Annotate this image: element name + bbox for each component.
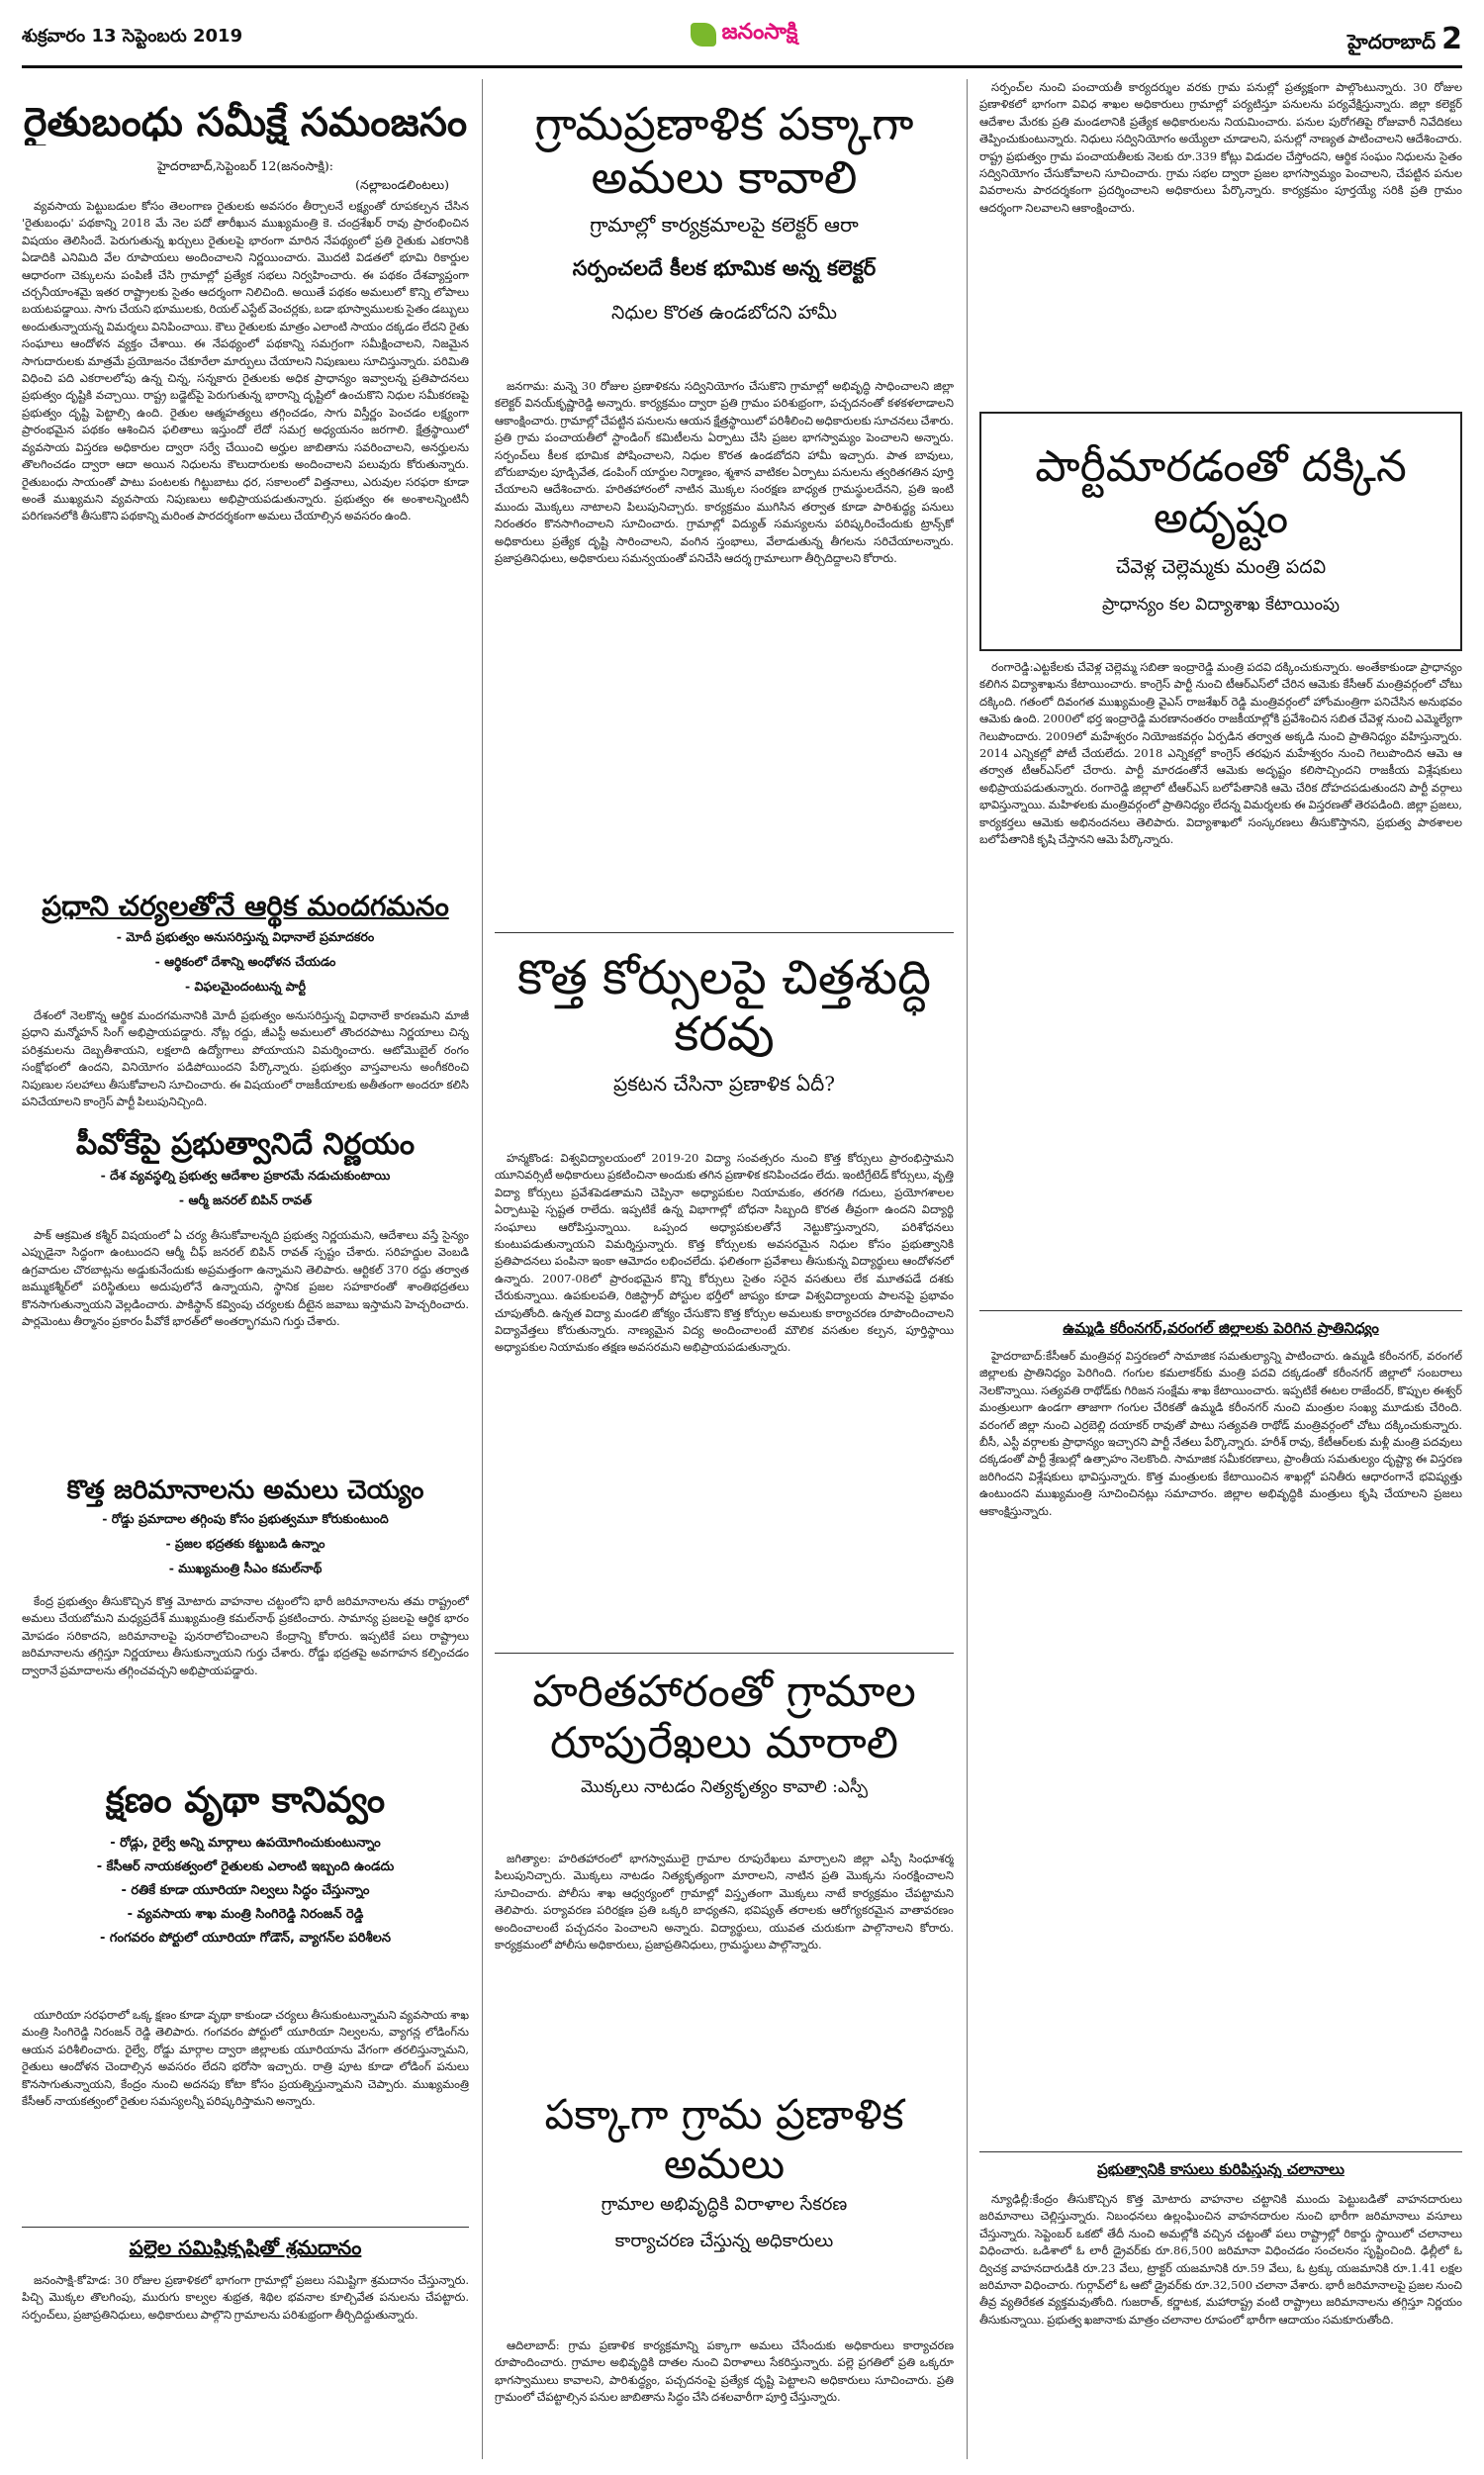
article-paragraph: జనగామ: మన్నె 30 రోజుల ప్రణాళికను సద్వినియోగం చేసుకొని గ్రామాల్లో అభివృద్ధి సాధించాలని జిల్లా కలెక్టర్ వినయ్‌కృష్ణారెడ్డి అన్నారు. కార్యక్రమం ద్వారా ప్రతి గ్రామం పరిశుభ్రంగా, పచ్చదనంతో కళకళలాడాలని ఆకాంక్షించారు. గ్రామాల్లో చేపట్టిన పనులను ఆయన క్షేత్రస్థాయిలో పరిశీలించి అధికారులకు సూచనలు చేశారు. ప్రతి గ్రామ పంచాయతీలో స్టాండింగ్ కమిటీలను ఏర్పాటు చేసి ప్రజల భాగస్వామ్యం పెంచాలని అన్నారు. సర్పంచ్‌లు కీలక భూమిక పోషించాలని, నిధుల కొరత ఉండబోదని హామీ ఇచ్చారు. పాత బావులు, బోరుబావుల పూడ్చివేత, డంపింగ్ యార్డుల నిర్మాణం, శ్మశాన వాటికల ఏర్పాటు పనులను త్వరితగతిన పూర్తి చేయాలని ఆదేశించారు. హరితహారంలో నాటిన మొక్కల సంరక్షణ బాధ్యత గ్రామస్థులదేనని, ప్రతి ఇంటి ముందు మొక్కలు నాటాలని పిలుపునిచ్చారు. కార్యక్రమం ముగిసిన తర్వాత కూడా పారిశుద్ధ్య పనులు నిరంతరం కొనసాగించాలని సూచించారు. గ్రామాల్లో విద్యుత్ సమస్యలను పరిష్కరించేందుకు ట్రాన్స్‌కో అధికారులు ప్రత్యేక దృష్టి సారించాలని, వంగిన స్తంభాలు, వేలాడుతున్న తీగలను సరిచేయాలన్నారు. ప్రజాప్రతినిధులు, అధికారులు సమన్వయంతో పనిచేసి ఆదర్శ గ్రామాలుగా తీర్చిదిద్దాలని కోరారు. (495, 379, 954, 566)
article-paragraph: యూరియా సరఫరాలో ఒక్క క్షణం కూడా వృథా కాకుండా చర్యలు తీసుకుంటున్నామని వ్యవసాయ శాఖ మంత్రి సింగిరెడ్డి నిరంజన్ రెడ్డి తెలిపారు. గంగవరం పోర్టులో యూరియా నిల్వలను, వ్యాగన్ల లోడింగ్‌ను ఆయన పరిశీలించారు. రైల్వే, రోడ్డు మార్గాల ద్వారా జిల్లాలకు యూరియాను వేగంగా తరలిస్తున్నామని, రైతులు ఆందోళన చెందాల్సిన అవసరం లేదని భరోసా ఇచ్చారు. రాత్రి పూట కూడా లోడింగ్ పనులు కొనసాగుతున్నాయని, కేంద్రం నుంచి అదనపు కోటా కోసం ప్రయత్నిస్తున్నామని చెప్పారు. ముఖ్యమంత్రి కేసీఆర్ నాయకత్వంలో రైతుల సమస్యలన్నీ పరిష్కరిస్తామని అన్నారు. (22, 2008, 469, 2109)
column-divider (967, 79, 968, 2459)
article-body (22, 1227, 469, 1471)
section-divider (495, 932, 954, 933)
article-haritha-haram[interactable] (495, 1666, 954, 1801)
article-district-representation[interactable] (979, 1320, 1462, 1337)
article-village-plan[interactable] (495, 97, 954, 329)
article-subheading: మొక్కలు నాటడం నిత్యకృత్యం కావాలి :ఎస్పీ (580, 1776, 869, 1797)
article-headline: కొత్త కోర్సులపై చిత్తశుద్ధి కరవు (516, 950, 932, 1062)
article-body (495, 1851, 954, 2080)
article-body (495, 1150, 954, 1643)
bullet-line: - రతికే కూడా యూరియా నిల్వలు సిద్ధం చేస్తున్నాం (121, 1883, 370, 1899)
article-subheading: సర్పంచలదే కీలక భూమిక అన్న కలెక్టర్ (572, 254, 877, 280)
article-paragraph: హైదరాబాద్:కేసీఆర్ మంత్రివర్గ విస్తరణలో సామాజిక సమతుల్యాన్ని పాటించారు. ఉమ్మడి కరీంనగర్, వరంగల్ జిల్లాలకు ప్రాతినిధ్యం పెరిగింది. గంగుల కమలాకర్‌కు మంత్రి పదవి దక్కడంతో కరీంనగర్ జిల్లాలో సంబరాలు నెలకొన్నాయి. సత్యవతి రాథోడ్‌కు గిరిజన సంక్షేమ శాఖ కేటాయించారు. ఇప్పటికే ఈటల రాజేందర్, కొప్పుల ఈశ్వర్ మంత్రులుగా ఉండగా తాజాగా గంగుల చేరికతో ఉమ్మడి కరీంనగర్ నుంచి మంత్రుల సంఖ్య మూడుకు చేరింది. వరంగల్ జిల్లా నుంచి ఎర్రబెల్లి దయాకర్ రావుతో పాటు సత్యవతి రాథోడ్ మంత్రివర్గంలో చోటు దక్కించుకున్నారు. బీసీ, ఎస్టీ వర్గాలకు ప్రాధాన్యం ఇచ్చారని పార్టీ నేతలు పేర్కొన్నారు. హరీశ్ రావు, కేటీఆర్‌లకు మళ్లీ మంత్రి పదవులు దక్కడంతో పార్టీ శ్రేణుల్లో ఉత్సాహం నెలకొంది. సామాజిక సమీకరణాలు, ప్రాంతీయ సమతుల్యం దృష్ట్యా ఈ విస్తరణ జరిగిందని విశ్లేషకులు భావిస్తున్నారు. కొత్త మంత్రులకు కేటాయించిన శాఖల్లో పనితీరు ఆధారంగానే భవిష్యత్తు ఉంటుందని ముఖ్యమంత్రి సూచించినట్లు సమాచారం. జిల్లాల అభివృద్ధికి మంత్రులు కృషి చేయాలని ప్రజలు ఆకాంక్షిస్తున్నారు. (979, 1349, 1462, 1518)
article-body (22, 2272, 469, 2456)
section-divider (495, 1653, 954, 1654)
article-paragraph: ఆదిలాబాద్: గ్రామ ప్రణాళిక కార్యక్రమాన్ని పక్కాగా అమలు చేసేందుకు అధికారులు కార్యాచరణ రూపొందించారు. గ్రామాల అభివృద్ధికి దాతల నుంచి విరాళాలు సేకరిస్తున్నారు. పల్లె ప్రగతిలో ప్రతి ఒక్కరూ భాగస్వాములు కావాలని, పారిశుద్ధ్యం, పచ్చదనంపై ప్రత్యేక దృష్టి పెట్టాలని అధికారులు సూచించారు. ప్రతి గ్రామంలో చేపట్టాల్సిన పనుల జాబితాను సిద్ధం చేసి దశలవారీగా పూర్తి చేస్తున్నారు. (495, 2338, 954, 2405)
article-bullets (22, 1168, 469, 1211)
article-body (979, 1348, 1462, 2142)
bullet-line: - వ్యవసాయ శాఖ మంత్రి సింగిరెడ్డి నిరంజన్ రెడ్డి (127, 1907, 364, 1923)
article-continuation (979, 79, 1462, 398)
bullet-line: - దేశ వ్యవస్థల్ని ప్రభుత్వ ఆదేశాల ప్రకారమే నడుచుకుంటాయి (100, 1167, 391, 1183)
article-subheading: గ్రామాల్లో కార్యక్రమాలపై కలెక్టర్ ఆరా (590, 212, 859, 237)
article-new-fines[interactable] (22, 1476, 469, 1585)
edition-label (1347, 22, 1462, 58)
bullet-line: - ఆర్థికంలో దేశాన్ని అంధోళన చేయడం (154, 954, 336, 970)
article-byline: (నల్లాబండలింటలు) (355, 177, 449, 192)
article-headline: రైతుబంధు సమీక్షే సమంజసం (23, 101, 468, 145)
article-subheading: నిధుల కొరత ఉండబోదని హామీ (611, 301, 837, 324)
article-pm-slowdown[interactable] (22, 891, 469, 1003)
issue-date: శుక్రవారం 13 సెప్టెంబరు 2019 (22, 26, 243, 47)
article-paragraph: వ్యవసాయ పెట్టుబడుల కోసం తెలంగాణ రైతులకు అవసరం తీర్చాలనే లక్ష్యంతో రూపకల్పన చేసిన 'రైతుబంధు' పథకాన్ని 2018 మే నెల పదో తారీఖున ముఖ్యమంత్రి కె. చంద్రశేఖర్ రావు ప్రారంభించిన విషయం తెలిసిందే. పెరుగుతున్న ఖర్చులు రైతులపై భారంగా మారిన నేపథ్యంలో ప్రతి రైతుకు ఎకరానికి ఏడాదికి ఎనిమిది వేల రూపాయలు అందించాలని నిర్ణయించారు. మొదటి విడతలో భూమి రికార్డుల ఆధారంగా చెక్కులను పంపిణీ చేసి గ్రామాల్లో ప్రత్యేక సభలు నిర్వహించారు. ఈ పథకం దేశవ్యాప్తంగా చర్చనీయాంశమై ఇతర రాష్ట్రాలకు సైతం ఆదర్శంగా నిలిచింది. అయితే పథకం అమలులో కొన్ని లోపాలు బయటపడ్డాయి. సాగు చేయని భూములకు, రియల్ ఎస్టేట్ వెంచర్లకు, బడా భూస్వాములకు సైతం డబ్బులు అందుతున్నాయన్న విమర్శలు వినిపించాయి. కౌలు రైతులకు మాత్రం ఎలాంటి సాయం దక్కడం లేదని రైతు సంఘాలు ఆందోళన వ్యక్తం చేశాయి. ఈ నేపథ్యంలో పథకాన్ని సమగ్రంగా సమీక్షించాలని, నిజమైన సాగుదారులకు మాత్రమే ప్రయోజనం చేకూరేలా మార్పులు చేయాలని నిపుణులు సూచిస్తున్నారు. పరిమితి విధించి పది ఎకరాలలోపు ఉన్న చిన్న, సన్నకారు రైతులకు అధిక ప్రాధాన్యం ఇవ్వాలన్న ప్రతిపాదనలు ప్రభుత్వం దృష్టికి వచ్చాయి. రాష్ట్ర బడ్జెట్‌పై పెరుగుతున్న భారాన్ని దృష్టిలో ఉంచుకొని నిధుల సమీకరణపై ప్రభుత్వం దృష్టి పెట్టాల్సి ఉంది. రైతుల ఆత్మహత్యలు తగ్గించడం, సాగు విస్తీర్ణం పెంచడం లక్ష్యంగా ప్రారంభమైన పథకం ఆశించిన ఫలితాలు ఇస్తుందో లేదో సమగ్ర అధ్యయనం జరగాలి. క్షేత్రస్థాయిలో వ్యవసాయ విస్తరణ అధికారుల ద్వారా సర్వే చేయించి అర్హుల జాబితాను సవరించాలని, అనర్హులను తొలగించడం ద్వారా ఆదా అయిన నిధులను కౌలుదారులకు అందించాలని పలువురు కోరుతున్నారు. రైతుబంధు సాయంతో పాటు పంటలకు గిట్టుబాటు ధర, సకాలంలో విత్తనాలు, ఎరువుల సరఫరా కూడా అంతే ముఖ్యమని వ్యవసాయ నిపుణులు అభిప్రాయపడుతున్నారు. ప్రభుత్వం ఈ అంశాలన్నింటినీ పరిగణనలోకి తీసుకొని పథకాన్ని మరింత పారదర్శకంగా అమలు చేయాల్సిన అవసరం ఉంది. (22, 199, 469, 524)
article-headline: హరితహారంతో గ్రామాల రూపురేఖలు మారాలి (532, 1666, 916, 1768)
article-paragraph: జనంసాక్షి-కోహెడ: 30 రోజుల ప్రణాళికలో భాగంగా గ్రామాల్లో ప్రజలు సమిష్టిగా శ్రమదానం చేస్తున్నారు. పిచ్చి మొక్కల తొలగింపు, మురుగు కాల్వల శుభ్రత, శిథిల భవనాల కూల్చివేత పనులను చేపట్టారు. సర్పంచ్‌లు, ప్రజాప్రతినిధులు, అధికారులు పాల్గొని గ్రామాలను పరిశుభ్రంగా తీర్చిదిద్దుతున్నారు. (22, 2273, 469, 2322)
article-paragraph: పాక్ ఆక్రమిత కశ్మీర్ విషయంలో ఏ చర్య తీసుకోవాలన్నది ప్రభుత్వ నిర్ణయమని, ఆదేశాలు వస్తే సైన్యం ఎప్పుడైనా సిద్ధంగా ఉంటుందని ఆర్మీ చీఫ్ జనరల్ బిపిన్ రావత్ స్పష్టం చేశారు. సరిహద్దుల వెంబడి ఉగ్రవాదుల చొరబాట్లను అడ్డుకునేందుకు అప్రమత్తంగా ఉన్నామని తెలిపారు. ఆర్టికల్ 370 రద్దు తర్వాత జమ్ముకశ్మీర్‌లో పరిస్థితులు అదుపులోనే ఉన్నాయని, స్థానిక ప్రజల సహకారంతో శాంతిభద్రతలు కొనసాగుతున్నాయని వెల్లడించారు. పాకిస్థాన్ కవ్వింపు చర్యలకు దీటైన జవాబు ఇస్తామని హెచ్చరించారు. పార్లమెంటు తీర్మానం ప్రకారం పీవోకే భారత్‌లో అంతర్భాగమని గుర్తు చేశారు. (22, 1228, 469, 1329)
section-divider (979, 1310, 1462, 1311)
article-subheading: కార్యాచరణ చేస్తున్న అధికారులు (614, 2231, 834, 2252)
article-body (22, 1007, 469, 1118)
bullet-line: - కేసీఆర్ నాయకత్వంలో రైతులకు ఎలాంటి ఇబ్బంది ఉండదు (96, 1859, 395, 1875)
article-subheading: ప్రాధాన్యం కల విద్యాశాఖ కేటాయింపు (1102, 594, 1340, 615)
article-new-courses[interactable] (495, 950, 954, 1100)
bullet-line: - రోడ్లు, రైల్వే అన్ని మార్గాలు ఉపయోగించుకుంటున్నాం (110, 1836, 381, 1852)
article-paragraph: జగిత్యాల: హరితహారంలో భాగస్వాములై గ్రామాల రూపురేఖలు మార్చాలని జిల్లా ఎస్పీ సింధూశర్మ పిలుపునిచ్చారు. మొక్కలు నాటడం నిత్యకృత్యంగా మారాలని, నాటిన ప్రతి మొక్కను సంరక్షించాలని సూచించారు. పోలీసు శాఖ ఆధ్వర్యంలో గ్రామాల్లో విస్తృతంగా మొక్కలు నాటే కార్యక్రమం చేపట్టామని తెలిపారు. పర్యావరణ పరిరక్షణ ప్రతి ఒక్కరి బాధ్యతని, భవిష్యత్ తరాలకు ఆరోగ్యకరమైన వాతావరణం అందించాలంటే పచ్చదనం పెంచాలని అన్నారు. విద్యార్థులు, యువత చురుకుగా పాల్గొనాలని కోరారు. కార్యక్రమంలో పోలీసు అధికారులు, ప్రజాప్రతినిధులు, గ్రామస్థులు పాల్గొన్నారు. (495, 1852, 954, 1952)
article-headline: క్షణం వృథా కానివ్వం (105, 1781, 386, 1821)
logo-leaf-icon (691, 23, 716, 47)
article-headline: పల్లెల సమిష్టికృషితో శ్రమదానం (129, 2237, 362, 2259)
article-body (22, 1593, 469, 1773)
column-divider (482, 79, 483, 2459)
article-bullets (22, 1835, 469, 1948)
article-paragraph: సర్పంచ్‌ల నుంచి పంచాయతీ కార్యదర్శుల వరకు గ్రామ పనుల్లో ప్రత్యక్షంగా పాల్గొంటున్నారు. 30 రోజుల ప్రణాళికలో భాగంగా వివిధ శాఖల అధికారులు గ్రామాల్లో పర్యటిస్తూ పనులను పర్యవేక్షిస్తున్నారు. జిల్లా కలెక్టర్ ఆదేశాల మేరకు ప్రతి మండలానికి ప్రత్యేక అధికారులను నియమించారు. పనుల పురోగతిపై రోజువారీ నివేదికలు తెప్పించుకుంటున్నారు. నిధులు సద్వినియోగం అయ్యేలా చూడాలని, పనుల్లో నాణ్యత పాటించాలని ఆదేశించారు. రాష్ట్ర ప్రభుత్వం గ్రామ పంచాయతీలకు నెలకు రూ.339 కోట్లు విడుదల చేస్తోందని, ఆర్థిక సంఘం నిధులను సైతం సద్వినియోగం చేసుకోవాలని సూచించారు. గ్రామ సభల ద్వారా ప్రజల భాగస్వామ్యం పెంచాలని, చేపట్టిన పనుల వివరాలను పారదర్శకంగా ప్రదర్శించాలని అధికారులు పేర్కొన్నారు. కార్యక్రమం పూర్తయ్యే సరికి ప్రతి గ్రామం ఆదర్శంగా నిలవాలని ఆకాంక్షించారు. (979, 80, 1462, 215)
bullet-line: - ప్రజల భద్రతకు కట్టుబడి ఉన్నాం (165, 1536, 325, 1552)
article-traffic-challans[interactable] (979, 2161, 1462, 2178)
article-subheading: ప్రకటన చేసినా ప్రణాళిక ఏదీ? (613, 1072, 835, 1096)
article-headline: గ్రామప్రణాళిక పక్కాగా అమలు కావాలి (534, 97, 914, 205)
article-urea[interactable] (22, 1781, 469, 1953)
bullet-line: - రోడ్డు ప్రమాదాల తగ్గింపు కోసం ప్రభుత్వమూ కోరుకుంటుంది (102, 1511, 389, 1527)
article-bullets (22, 1511, 469, 1579)
article-body (495, 378, 954, 926)
page-number: 2 (1441, 22, 1462, 56)
article-body (495, 2337, 954, 2458)
article-subheading: చేవెళ్ల చెల్లెమ్మకు మంత్రి పదవి (1115, 555, 1327, 578)
article-body (979, 659, 1462, 1302)
article-headline: పార్టీమారడంతో దక్కిన అదృష్టం (1035, 441, 1407, 543)
article-headline: పీవోకేపై ప్రభుత్వానిదే నిర్ణయం (75, 1128, 416, 1162)
bullet-line: - మోదీ ప్రభుత్వం అనుసరిస్తున్న విధానాలే ప్రమాదకరం (116, 929, 375, 945)
article-bullets (22, 929, 469, 998)
article-subheading: గ్రామాల అభివృద్ధికి విరాళాల సేకరణ (601, 2194, 848, 2216)
article-paragraph: న్యూఢిల్లీ:కేంద్రం తీసుకొచ్చిన కొత్త మోటారు వాహనాల చట్టానికి ముందు పెట్టుబడితో వాహనదారులు జరిమానాలు చెల్లిస్తున్నారు. నిబంధనలు ఉల్లంఘించిన వాహనదారుల నుంచి భారీగా జరిమానాలు వసూలు చేస్తున్నారు. సెప్టెంబర్ ఒకటో తేదీ నుంచి అమల్లోకి వచ్చిన చట్టంతో పలు రాష్ట్రాల్లో రికార్డు స్థాయిలో చలానాలు విధించారు. ఒడిశాలో ఓ లారీ డ్రైవర్‌కు రూ.86,500 జరిమానా విధించడం సంచలనం సృష్టించింది. ఢిల్లీలో ఓ ద్విచక్ర వాహనదారుడికి రూ.23 వేలు, ట్రాక్టర్ యజమానికి రూ.59 వేలు, ఓ ట్రక్కు యజమానికి రూ.1.41 లక్షల జరిమానా విధించారు. గుర్గావ్‌లో ఓ ఆటో డ్రైవర్‌కు రూ.32,500 చలానా వేశారు. భారీ జరిమానాలపై ప్రజల నుంచి తీవ్ర వ్యతిరేకత వ్యక్తమవుతోంది. గుజరాత్, కర్ణాటక, మహారాష్ట్ర వంటి రాష్ట్రాలు జరిమానాలను తగ్గిస్తూ నిర్ణయం తీసుకున్నాయి. ప్రభుత్వ ఖజానాకు మాత్రం చలానాల రూపంలో భారీగా ఆదాయం సమకూరుతోంది. (979, 2192, 1462, 2327)
article-body (22, 198, 469, 883)
article-dateline: హైదరాబాద్,సెప్టెంబర్ 12(జనంసాక్షి): (157, 158, 333, 173)
article-paragraph: రంగారెడ్డి:ఎట్టకేలకు చేవెళ్ల చెల్లెమ్మ సబితా ఇంద్రారెడ్డి మంత్రి పదవి దక్కించుకున్నారు. అంతేకాకుండా ప్రాధాన్యం కలిగిన విద్యాశాఖను కేటాయించారు. కాంగ్రెస్ పార్టీ నుంచి టీఆర్ఎస్‌లో చేరిన ఆమెకు కేసీఆర్ మంత్రివర్గంలో చోటు దక్కింది. గతంలో దివంగత ముఖ్యమంత్రి వైఎస్ రాజశేఖర్ రెడ్డి మంత్రివర్గంలో హోంమంత్రిగా పనిచేసిన అనుభవం ఆమెకు ఉంది. 2000లో భర్త ఇంద్రారెడ్డి మరణానంతరం రాజకీయాల్లోకి ప్రవేశించిన సబిత చేవెళ్ల నుంచి ఎమ్మెల్యేగా గెలుపొందారు. 2009లో మహేశ్వరం నియోజకవర్గం ఏర్పడిన తర్వాత అక్కడి నుంచి ప్రాతినిధ్యం వహిస్తున్నారు. 2014 ఎన్నికల్లో పోటీ చేయలేదు. 2018 ఎన్నికల్లో కాంగ్రెస్ తరఫున మహేశ్వరం నుంచి గెలుపొందిన ఆమె ఆ తర్వాత టీఆర్ఎస్‌లో చేరారు. పార్టీ మారడంతోనే ఆమెకు అదృష్టం కలిసొచ్చిందని రాజకీయ విశ్లేషకులు అభిప్రాయపడుతున్నారు. రంగారెడ్డి జిల్లాలో టీఆర్ఎస్ బలోపేతానికి ఆమె చేరిక దోహదపడుతుందని పార్టీ వర్గాలు భావిస్తున్నాయి. మహిళలకు మంత్రివర్గంలో ప్రాతినిధ్యం లేదన్న విమర్శలకు ఈ విస్తరణతో తెరపడింది. జిల్లా ప్రజలు, కార్యకర్తలు ఆమెకు అభినందనలు తెలిపారు. విద్యాశాఖలో సంస్కరణలు తీసుకొస్తానని, ప్రభుత్వ పాఠశాలల బలోపేతానికి కృషి చేస్తానని ఆమె పేర్కొన్నారు. (979, 660, 1462, 847)
bullet-line: - విఫలమైందంటున్న పార్టీ (184, 979, 307, 995)
article-paragraph: దేశంలో నెలకొన్న ఆర్థిక మందగమనానికి మోదీ ప్రభుత్వం అనుసరిస్తున్న విధానాలే కారణమని మాజీ ప్రధాని మన్మోహన్ సింగ్ అభిప్రాయపడ్డారు. నోట్ల రద్దు, జీఎస్టీ అమలులో తొందరపాటు నిర్ణయాలు చిన్న పరిశ్రమలను దెబ్బతీశాయని, లక్షలాది ఉద్యోగాలు పోయాయని విమర్శించారు. ఆటోమొబైల్ రంగం సంక్షోభంలో ఉందని, వినియోగం పడిపోయిందని పేర్కొన్నారు. ప్రభుత్వం వాస్తవాలను అంగీకరించి నిపుణుల సలహాలు తీసుకోవాలని సూచించారు. ఈ విషయంలో రాజకీయాలకు అతీతంగా అందరూ కలిసి పనిచేయాలని కాంగ్రెస్ పార్టీ పిలుపునిచ్చింది. (22, 1008, 469, 1109)
article-shramadanam[interactable] (22, 2237, 469, 2258)
section-divider (22, 2227, 469, 2228)
article-pok[interactable] (22, 1128, 469, 1217)
logo-text: జనంసాక్షి (721, 20, 798, 45)
edition-city: హైదరాబాద్ (1347, 30, 1437, 53)
publication-logo[interactable] (655, 20, 833, 53)
article-headline: ప్రభుత్వానికి కాసులు కురిపిస్తున్న చలానాలు (1097, 2161, 1345, 2178)
article-paragraph: హన్మకొండ: విశ్వవిద్యాలయంలో 2019-20 విద్యా సంవత్సరం నుంచి కొత్త కోర్సులు ప్రారంభిస్తామని యూనివర్సిటీ అధికారులు ప్రకటించినా అందుకు తగిన ప్రణాళిక కనిపించడం లేదు. ఇంటిగ్రేటెడ్ కోర్సులు, వృత్తి విద్యా కోర్సులు ప్రవేశపెడతామని చెప్పినా అధ్యాపకుల నియామకం, తరగతి గదులు, ప్రయోగశాలల ఏర్పాటుపై స్పష్టత రాలేదు. ఇప్పటికే ఉన్న విభాగాల్లో బోధనా సిబ్బంది కొరత తీవ్రంగా ఉందని విద్యార్థి సంఘాలు ఆరోపిస్తున్నాయి. ఒప్పంద అధ్యాపకులతోనే నెట్టుకొస్తున్నారని, పరిశోధనలు కుంటుపడుతున్నాయని విమర్శిస్తున్నారు. కొత్త కోర్సులకు అవసరమైన నిధుల కోసం ప్రభుత్వానికి ప్రతిపాదనలు పంపినా ఇంకా ఆమోదం లభించలేదు. ఫలితంగా ప్రవేశాలు తీసుకున్న విద్యార్థులు ఆందోళనలో ఉన్నారు. 2007-08లో ప్రారంభమైన కొన్ని కోర్సులు సైతం సరైన వసతులు లేక మూతపడే దశకు చేరుకున్నాయి. ఉపకులపతి, రిజిస్ట్రార్ పోస్టుల భర్తీలో జాప్యం కూడా విశ్వవిద్యాలయ పాలనపై ప్రభావం చూపుతోంది. ఉన్నత విద్యా మండలి జోక్యం చేసుకొని కొత్త కోర్సుల అమలుకు కార్యాచరణ రూపొందించాలని విద్యావేత్తలు కోరుతున్నారు. నాణ్యమైన విద్య అందించాలంటే మౌలిక వసతుల కల్పన, పూర్తిస్థాయి అధ్యాపకుల నియామకం తక్షణ అవసరమని అభిప్రాయపడుతున్నారు. (495, 1151, 954, 1355)
article-paragraph: కేంద్ర ప్రభుత్వం తీసుకొచ్చిన కొత్త మోటారు వాహనాల చట్టంలోని భారీ జరిమానాలను తమ రాష్ట్రంలో అమలు చేయబోమని మధ్యప్రదేశ్ ముఖ్యమంత్రి కమల్‌నాథ్ ప్రకటించారు. సామాన్య ప్రజలపై ఆర్థిక భారం మోపడం సరికాదని, జరిమానాలపై పునరాలోచించాలని కేంద్రాన్ని కోరారు. ఇప్పటికే పలు రాష్ట్రాలు జరిమానాలను తగ్గిస్తూ నిర్ణయాలు తీసుకున్నాయని గుర్తు చేశారు. రోడ్డు భద్రతపై అవగాహన కల్పించడం ద్వారానే ప్రమాదాలను తగ్గించవచ్చని అభిప్రాయపడ్డారు. (22, 1594, 469, 1677)
article-village-plan-execution[interactable] (495, 2090, 954, 2255)
article-dateline-block (22, 156, 469, 194)
article-body (979, 2191, 1462, 2458)
bullet-line: - ఆర్మీ జనరల్ బిపిన్ రావత్ (178, 1191, 313, 1207)
bullet-line: - గంగవరం పోర్టులో యూరియా గోడౌన్, వ్యాగన్‌ల పరిశీలన (100, 1931, 391, 1947)
article-headline: పక్కాగా గ్రామ ప్రణాళిక అమలు (544, 2090, 904, 2188)
article-headline: కొత్త జరిమానాలను అమలు చెయ్యం (66, 1476, 424, 1505)
article-box-party-switch[interactable] (979, 412, 1462, 651)
section-divider (979, 2151, 1462, 2152)
masthead (22, 14, 1462, 68)
article-headline: ఉమ్మడి కరీంనగర్,వరంగల్ జిల్లాలకు పెరిగిన ప్రాతినిధ్యం (1063, 1320, 1379, 1337)
article-headline: ప్రధాని చర్యలతోనే ఆర్థిక మందగమనం (42, 891, 449, 922)
article-body (22, 2007, 469, 2211)
article-rythubandhu[interactable] (22, 101, 469, 145)
bullet-line: - ముఖ్యమంత్రి సీఎం కమల్‌నాథ్ (168, 1561, 323, 1576)
